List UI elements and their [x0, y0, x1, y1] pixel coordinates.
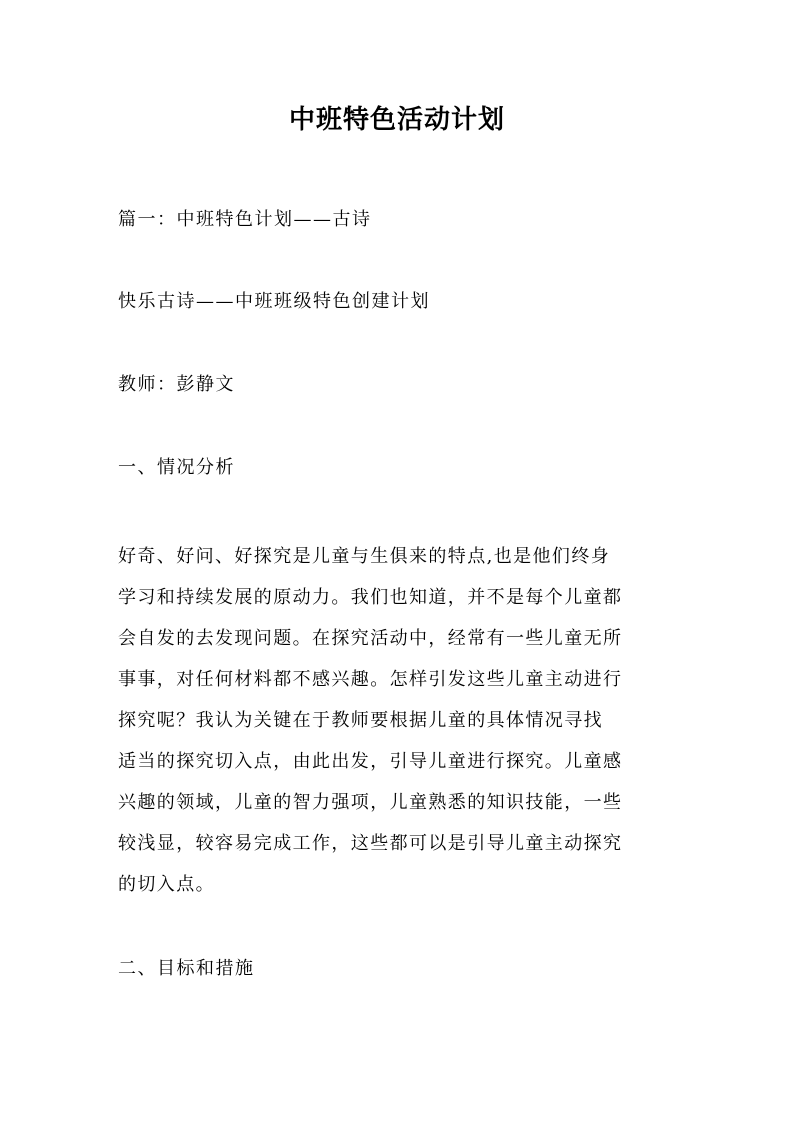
paragraph-line: 的切入点。	[118, 874, 215, 895]
paragraph-line: 较浅显，较容易完成工作，这些都可以是引导儿童主动探究	[118, 833, 623, 854]
section-heading-goals: 二、目标和措施	[118, 958, 255, 979]
subtitle: 篇一：中班特色计划——古诗	[118, 209, 372, 230]
paragraph-line: 会自发的去发现问题。在探究活动中，经常有一些儿童无所	[118, 628, 623, 649]
paragraph-line: 探究呢？我认为关键在于教师要根据儿童的具体情况寻找	[118, 710, 603, 731]
paragraph-line: 好奇、好问、好探究是儿童与生俱来的特点,也是他们终身	[118, 546, 611, 567]
paragraph-line: 事事，对任何材料都不感兴趣。怎样引发这些儿童主动进行	[118, 669, 623, 690]
section-heading-analysis: 一、情况分析	[118, 457, 235, 478]
document-title: 中班特色活动计划	[288, 105, 505, 135]
paragraph-line: 兴趣的领域，儿童的智力强项，儿童熟悉的知识技能，一些	[118, 792, 623, 813]
paragraph-line: 学习和持续发展的原动力。我们也知道，并不是每个儿童都	[118, 587, 623, 608]
analysis-paragraph	[118, 536, 678, 905]
paragraph-line: 适当的探究切入点，由此出发，引导儿童进行探究。儿童感	[118, 751, 623, 772]
plan-name: 快乐古诗——中班班级特色创建计划	[118, 291, 430, 312]
teacher-line: 教师：彭静文	[118, 374, 235, 395]
